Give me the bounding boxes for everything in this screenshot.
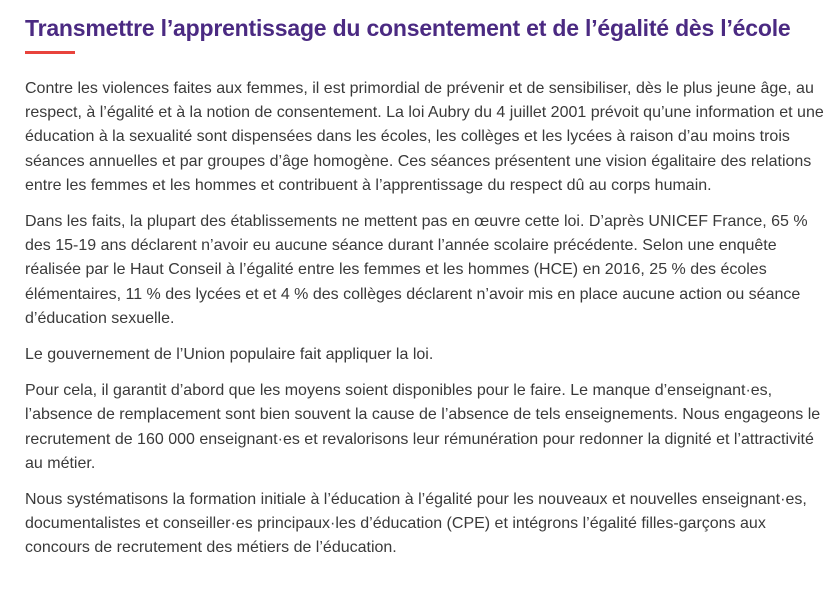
paragraph-government: Le gouvernement de l’Union populaire fait appliquer la loi. (25, 346, 434, 364)
section-title: Transmettre l’apprentissage du consentement et de l’égalité dès l’école (25, 15, 791, 41)
article-body (25, 77, 825, 561)
title-accent-underline (25, 51, 75, 54)
paragraph-intro: Contre les violences faites aux femmes, il est primordial de prévenir et de sensibiliser, dès le plus jeune âge, au respect, à l’égalité et à la notion de consentement. La loi Aubry du 4 juillet 2001 prévoit qu’une information et une éducation à la sexualité sont dispensées dans les écoles, les collèges et les lycées à raison d’au moins trois séances annuelles et par groupes d’âge homogène. Ces séances présentent une vision égalitaire des relations entre les femmes et les hommes et contribuent à l’apprentissage du respect dû au corps humain. (25, 80, 824, 194)
paragraph-training: Nous systématisons la formation initiale à l’éducation à l’égalité pour les nouveaux et nouvelles enseignant·es, documentalistes et conseiller·es principaux·les d’éducation (CPE) et intégrons l’égalité filles-garçons aux concours de recrutement des métiers de l’éducation. (25, 491, 807, 557)
paragraph-means: Pour cela, il garantit d’abord que les moyens soient disponibles pour le faire. Le manque d’enseignant·es, l’absence de remplacement sont bien souvent la cause de l’absence de tels enseignements. Nous engageons le recrutement de 160 000 enseignant·es et revalorisons leur rémunération pour redonner la dignité et l’attractivité au métier. (25, 382, 821, 472)
paragraph-facts: Dans les faits, la plupart des établissements ne mettent pas en œuvre cette loi. D’après UNICEF France, 65 % des 15-19 ans déclarent n’avoir eu aucune séance durant l’année scolaire précédente. Selon une enquête réalisée par le Haut Conseil à l’égalité entre les femmes et les hommes (HCE) en 2016, 25 % des écoles élémentaires, 11 % des lycées et et 4 % des collèges déclarent n’avoir mis en place aucune action ou séance d’éducation sexuelle. (25, 213, 808, 327)
